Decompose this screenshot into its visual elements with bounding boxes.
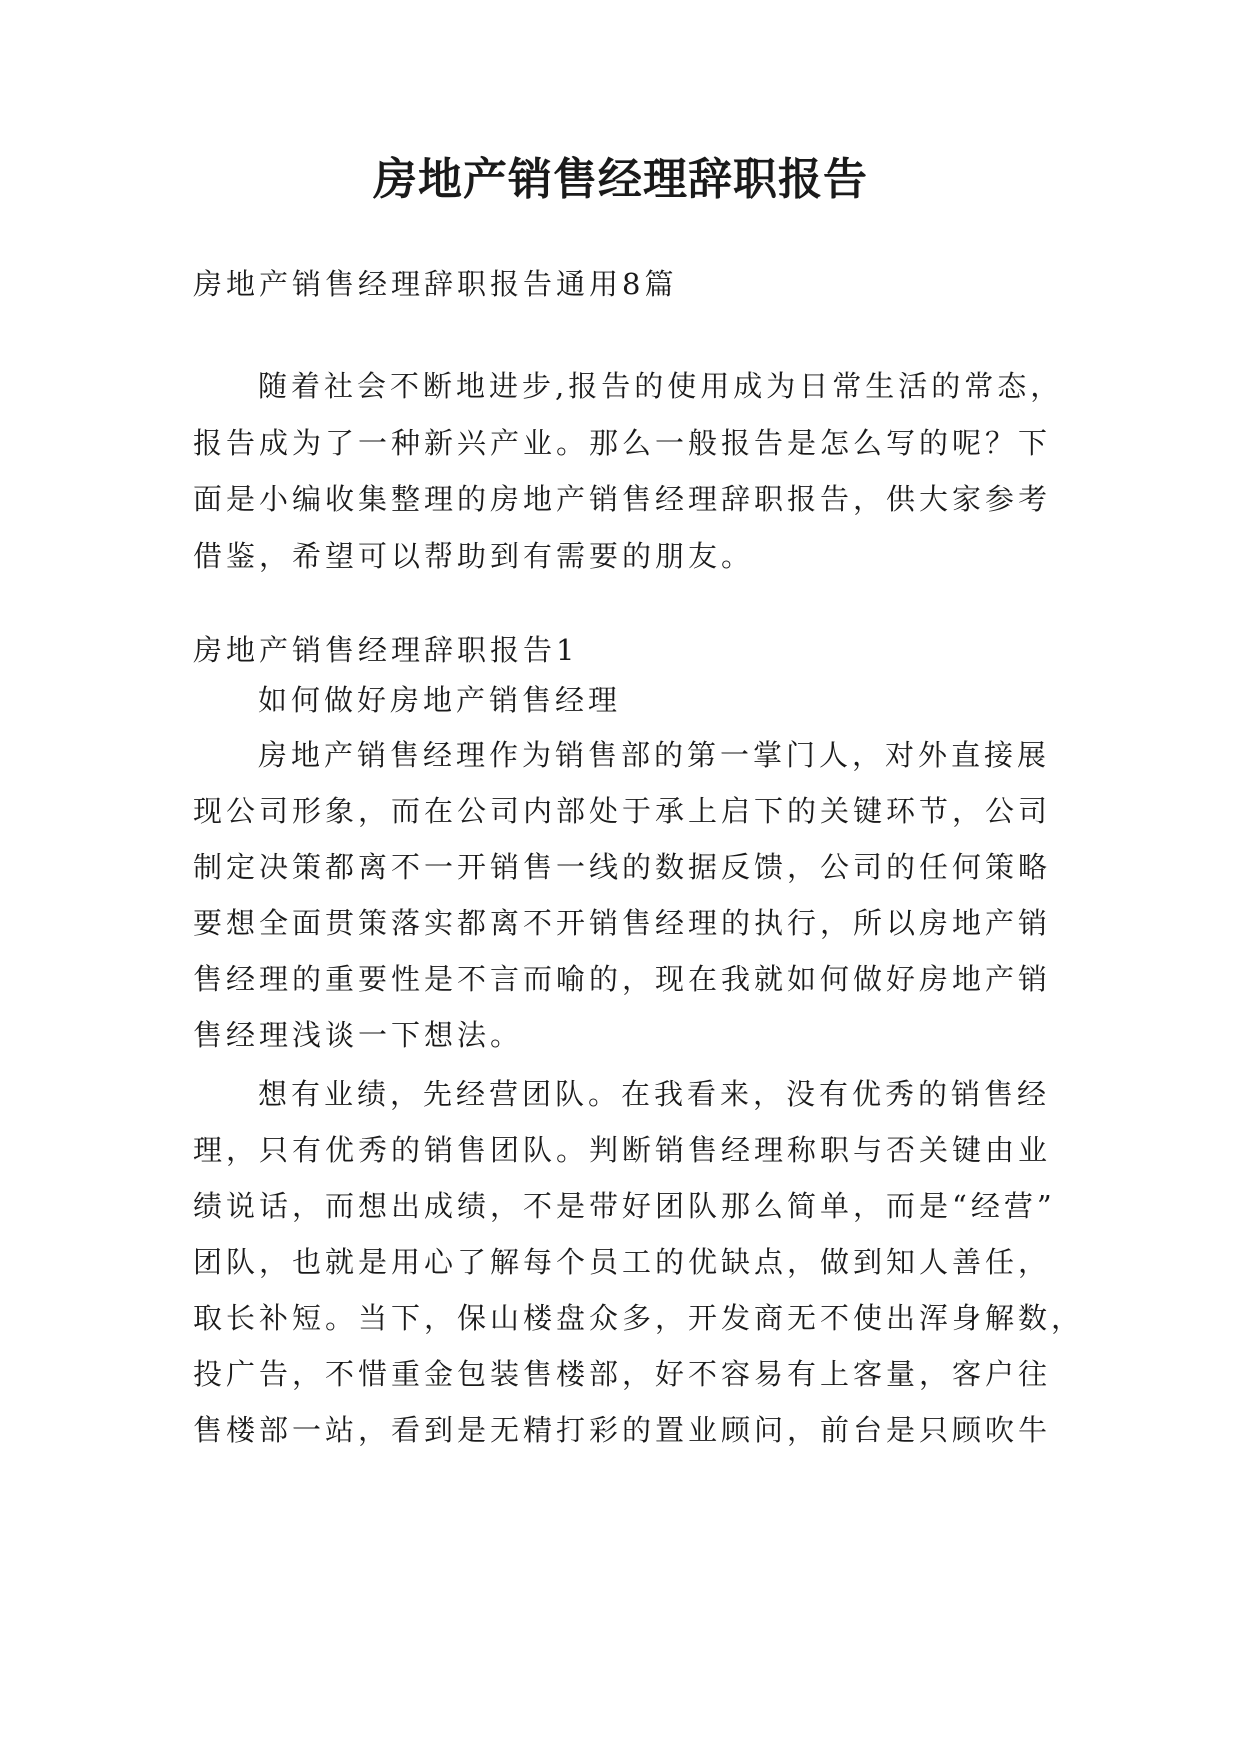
paragraph-line: 现公司形象，而在公司内部处于承上启下的关键环节，公司 bbox=[193, 794, 1052, 828]
paragraph-line: 取长补短。当下，保山楼盘众多，开发商无不使出浑身解数， bbox=[193, 1301, 1085, 1335]
intro-line: 借鉴，希望可以帮助到有需要的朋友。 bbox=[193, 539, 755, 573]
document-subtitle: 房地产销售经理辞职报告通用8篇 bbox=[193, 267, 678, 301]
intro-line: 面是小编收集整理的房地产销售经理辞职报告，供大家参考 bbox=[193, 482, 1052, 516]
document-title: 房地产销售经理辞职报告 bbox=[373, 154, 868, 205]
paragraph-line: 要想全面贯策落实都离不开销售经理的执行，所以房地产销 bbox=[193, 906, 1052, 940]
paragraph-line: 团队，也就是用心了解每个员工的优缺点，做到知人善任， bbox=[193, 1245, 1052, 1279]
paragraph-line: 绩说话，而想出成绩，不是带好团队那么简单，而是“经营” bbox=[193, 1189, 1056, 1223]
paragraph-line: 投广告，不惜重金包装售楼部，好不容易有上客量，客户往 bbox=[193, 1357, 1052, 1391]
section-heading: 房地产销售经理辞职报告1 bbox=[193, 633, 579, 667]
paragraph-line: 售经理的重要性是不言而喻的，现在我就如何做好房地产销 bbox=[193, 962, 1052, 996]
paragraph-line: 售经理浅谈一下想法。 bbox=[193, 1018, 524, 1052]
intro-line: 报告成为了一种新兴产业。那么一般报告是怎么写的呢？下 bbox=[193, 426, 1052, 460]
paragraph-line: 想有业绩，先经营团队。在我看来，没有优秀的销售经 bbox=[258, 1077, 1051, 1111]
paragraph-line: 售楼部一站，看到是无精打彩的置业顾问，前台是只顾吹牛 bbox=[193, 1413, 1052, 1447]
section-subheading: 如何做好房地产销售经理 bbox=[258, 683, 622, 717]
paragraph-line: 理，只有优秀的销售团队。判断销售经理称职与否关键由业 bbox=[193, 1133, 1052, 1167]
paragraph-line: 房地产销售经理作为销售部的第一掌门人，对外直接展 bbox=[258, 738, 1051, 772]
intro-line: 随着社会不断地进步,报告的使用成为日常生活的常态， bbox=[258, 369, 1064, 403]
paragraph-line: 制定决策都离不一开销售一线的数据反馈，公司的任何策略 bbox=[193, 850, 1052, 884]
